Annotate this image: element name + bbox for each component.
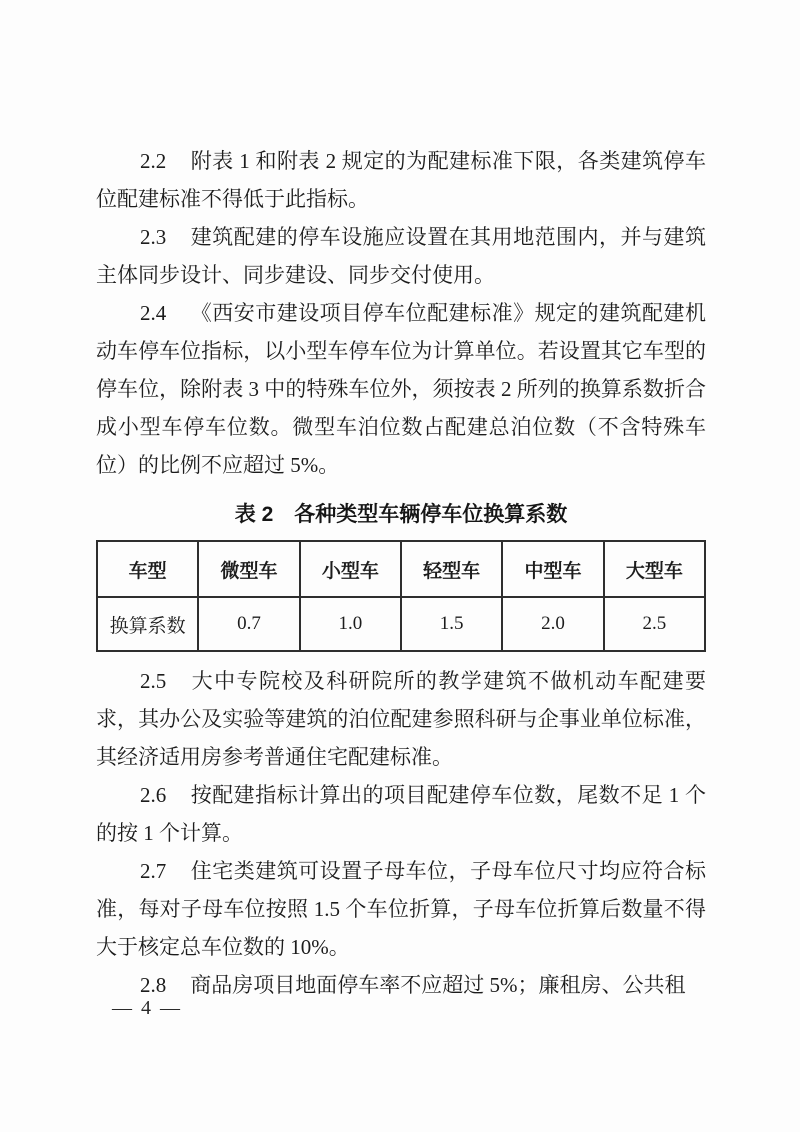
paragraph-number: 2.3 — [140, 225, 167, 249]
paragraph-number: 2.8 — [140, 973, 167, 997]
paragraph-text: 按配建指标计算出的项目配建停车位数，尾数不足 1 个的按 1 个计算。 — [96, 783, 706, 845]
paragraph-number: 2.4 — [140, 301, 167, 325]
paragraph-2-3 — [96, 218, 706, 294]
paragraph-text: 大中专院校及科研院所的教学建筑不做机动车配建要求，其办公及实验等建筑的泊位配建参照科研与企事业单位标准，其经济适用房参考普通住宅配建标准。 — [96, 669, 706, 769]
table-caption: 表 2 各种类型车辆停车位换算系数 — [234, 503, 568, 526]
table-header-cell-light: 轻型车 — [401, 541, 502, 597]
table-header-cell-small: 小型车 — [300, 541, 401, 597]
table-cell-row-label: 换算系数 — [97, 597, 198, 651]
page-number: — 4 — — [112, 997, 182, 1019]
paragraph-text: 住宅类建筑可设置子母车位，子母车位尺寸均应符合标准，每对子母车位按照 1.5 个车位折算，子母车位折算后数量不得大于核定总车位数的 10%。 — [96, 859, 706, 959]
paragraph-number: 2.2 — [140, 149, 167, 173]
paragraph-2-6 — [96, 776, 706, 852]
paragraph-2-7 — [96, 852, 706, 966]
paragraph-text: 商品房项目地面停车率不应超过 5%；廉租房、公共租 — [190, 973, 686, 997]
paragraph-text: 《西安市建设项目停车位配建标准》规定的建筑配建机动车停车位指标，以小型车停车位为计算单位。若设置其它车型的停车位，除附表 3 中的特殊车位外，须按表 2 所列的换算系数折合成小型车停车位数。微型车泊位数占配建总泊位数（不含特殊车位）的比例不应超过 5%。 — [96, 301, 706, 477]
table-header-row — [97, 541, 705, 597]
table-cell-medium-value: 2.0 — [502, 597, 603, 651]
table-data-row — [97, 597, 705, 651]
table-cell-large-value: 2.5 — [604, 597, 705, 651]
conversion-coefficient-table — [96, 540, 706, 652]
table-cell-light-value: 1.5 — [401, 597, 502, 651]
paragraph-2-8 — [96, 966, 706, 1004]
paragraph-text: 建筑配建的停车设施应设置在其用地范围内，并与建筑主体同步设计、同步建设、同步交付使用。 — [96, 225, 706, 287]
table-cell-small-value: 1.0 — [300, 597, 401, 651]
table-header-cell-micro: 微型车 — [198, 541, 299, 597]
document-body — [96, 142, 706, 1004]
section-after-table — [96, 662, 706, 1004]
table-header-cell-large: 大型车 — [604, 541, 705, 597]
paragraph-number: 2.5 — [140, 669, 167, 693]
paragraph-text: 附表 1 和附表 2 规定的为配建标准下限，各类建筑停车位配建标准不得低于此指标。 — [96, 149, 706, 211]
paragraph-2-2 — [96, 142, 706, 218]
table-cell-micro-value: 0.7 — [198, 597, 299, 651]
table-header-cell-vehicle-type: 车型 — [97, 541, 198, 597]
table-header-cell-medium: 中型车 — [502, 541, 603, 597]
paragraph-number: 2.6 — [140, 783, 167, 807]
paragraph-number: 2.7 — [140, 859, 167, 883]
paragraph-2-5 — [96, 662, 706, 776]
paragraph-2-4 — [96, 294, 706, 484]
